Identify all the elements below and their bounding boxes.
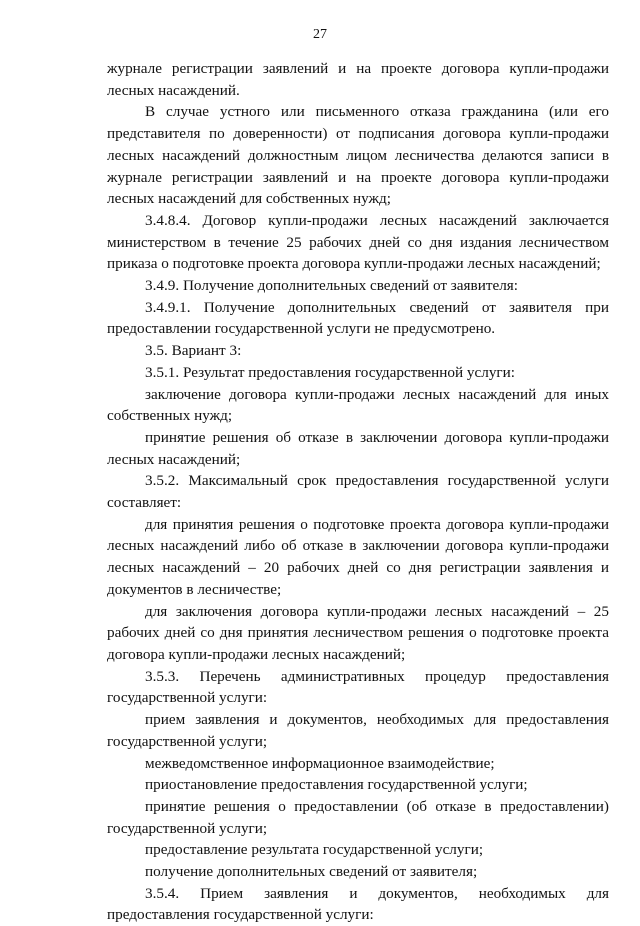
paragraph: межведомственное информационное взаимодействие; <box>145 754 495 772</box>
paragraph: 3.5.2. Максимальный срок предоставления государственной услуги составляет: <box>107 472 609 512</box>
paragraph: заключение договора купли-продажи лесных насаждений для иных собственных нужд; <box>107 385 609 425</box>
paragraph: принятие решения о предоставлении (об отказе в предоставлении) государственной услуги; <box>107 797 609 837</box>
paragraph: 3.4.9.1. Получение дополнительных сведений от заявителя при предоставлении государственной услуги не предусмотрено. <box>107 298 609 338</box>
paragraph: для принятия решения о подготовке проекта договора купли-продажи лесных насаждений либо об отказе в заключении договора купли-продажи лесных насаждений – 20 рабочих дней со дня регистрации заявления и документов в лесничестве; <box>107 515 609 598</box>
paragraph: 3.5. Вариант 3: <box>145 342 242 360</box>
paragraph: прием заявления и документов, необходимых для предоставления государственной услуги; <box>107 711 609 750</box>
paragraph: журнале регистрации заявлений и на проекте договора купли-продажи лесных насаждений. <box>107 60 609 99</box>
paragraph: приостановление предоставления государственной услуги; <box>145 776 528 794</box>
paragraph: 3.4.8.4. Договор купли-продажи лесных насаждений заключается министерством в течение 25 рабочих дней со дня издания лесничеством приказа о подготовке проекта договора купли-продажи лесных насаждений; <box>107 211 609 273</box>
paragraph: для заключения договора купли-продажи лесных насаждений – 25 рабочих дней со дня принятия лесничеством решения о подготовке проекта договора купли-продажи лесных насаждений; <box>107 602 609 663</box>
paragraph: В случае устного или письменного отказа гражданина (или его представителя по доверенности) от подписания договора купли-продажи лесных насаждений должностным лицом лесничества делаются записи в журнале регистрации заявлений и на проекте договора купли-продажи лесных насаждений для собственных нужд; <box>107 103 609 208</box>
paragraph: получение дополнительных сведений от заявителя; <box>145 863 478 881</box>
paragraph: 3.5.4. Прием заявления и документов, необходимых для предоставления государственной услуги: <box>107 884 609 924</box>
paragraph: 3.4.9. Получение дополнительных сведений от заявителя: <box>145 277 518 295</box>
paragraph: предоставление результата государственной услуги; <box>145 841 484 859</box>
document-body <box>107 58 609 926</box>
paragraph: 3.5.3. Перечень административных процедур предоставления государственной услуги: <box>107 667 609 707</box>
paragraph: принятие решения об отказе в заключении договора купли-продажи лесных насаждений; <box>107 428 609 468</box>
paragraph: 3.5.1. Результат предоставления государственной услуги: <box>145 363 515 381</box>
page-number: 27 <box>313 27 327 42</box>
